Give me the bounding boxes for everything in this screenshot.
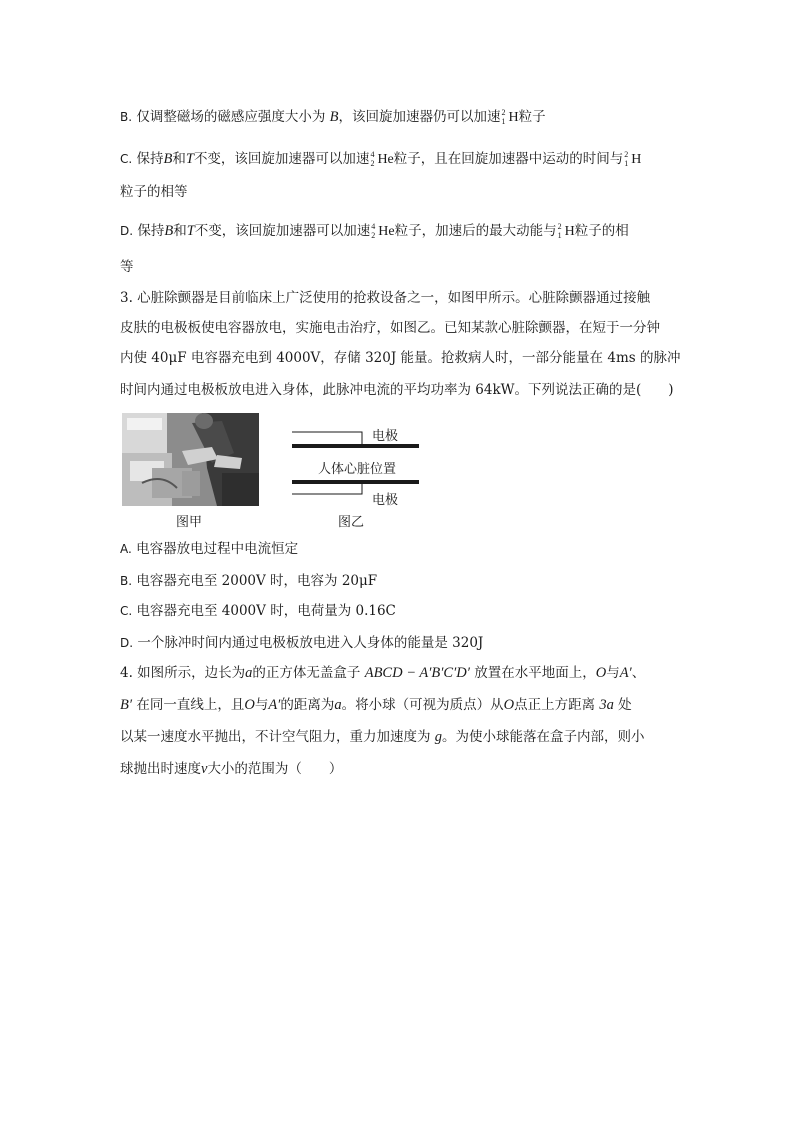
- q3-option-c: C. 电容器充电至 4000V 时，电荷量为 0.16C: [120, 603, 396, 619]
- option-text: 粒子，加速后的最大动能与: [394, 223, 557, 239]
- variable: O: [503, 697, 515, 713]
- option-d-continuation: 等: [120, 259, 134, 275]
- option-text: 保持: [137, 223, 165, 239]
- option-label: B.: [120, 110, 133, 124]
- option-c-continuation: 粒子的相等: [120, 184, 188, 200]
- option-text: 保持: [136, 151, 164, 167]
- q4-stem-line: B′ 在同一直线上，且O与A′的距离为a。将小球（可视为质点）从O点正上方距离 3a 处: [120, 697, 632, 713]
- q3-option-b: B. 电容器充电至 2000V 时，电容为 20μF: [120, 573, 378, 589]
- q4-stem-line: 4. 如图所示，边长为a的正方体无盖盒子 ABCD − A′B′C′D′ 放置在水平地面上，O与A′、: [120, 665, 646, 681]
- q4-stem-line: 以某一速度水平抛出，不计空气阻力，重力加速度为 g。为使小球能落在盒子内部，则小: [120, 729, 645, 745]
- variable: 3a: [599, 697, 614, 713]
- variable: T: [186, 223, 195, 239]
- option-label: D.: [120, 224, 134, 238]
- variable: T: [185, 151, 194, 167]
- q3-option-a: A. 电容器放电过程中电流恒定: [120, 541, 299, 557]
- option-b-line: [120, 107, 546, 128]
- figure-a-caption: 图甲: [176, 515, 203, 530]
- variable: v: [201, 761, 208, 777]
- q3-stem-line: 时间内通过电极板放电进入身体，此脉冲电流的平均功率为 64kW。下列说法正确的是( ): [120, 382, 674, 398]
- q4-stem-line: 球抛出时速度v大小的范围为（ ）: [120, 761, 343, 777]
- variable: B′: [120, 697, 133, 713]
- variable: B: [163, 151, 173, 167]
- nuclide-symbol: 4 2 He: [370, 150, 394, 168]
- nuclide-symbol: 2 1 H: [557, 222, 575, 240]
- variable: B: [164, 223, 174, 239]
- option-text: 仅调整磁场的磁感应强度大小为: [136, 109, 330, 125]
- variable: O: [595, 665, 607, 681]
- heart-position-label: 人体心脏位置: [318, 462, 397, 477]
- figure-b-caption: 图乙: [338, 515, 365, 530]
- option-d-line: [120, 221, 629, 242]
- option-text: ，该回旋加速器仍可以加速: [338, 109, 501, 125]
- q3-stem-line: 3. 心脏除颤器是目前临床上广泛使用的抢救设备之一，如图甲所示。心脏除颤器通过接触: [120, 290, 651, 306]
- q3-stem-line: 皮肤的电极板使电容器放电，实施电击治疗，如图乙。已知某款心脏除颤器，在短于一分钟: [120, 320, 660, 336]
- option-c-line: [120, 149, 641, 170]
- variable: ABCD − A′B′C′D′: [364, 665, 470, 681]
- electrode-bottom-label: 电极: [372, 493, 399, 508]
- option-label: C.: [120, 152, 133, 166]
- variable: a: [334, 697, 342, 713]
- electrode-top-label: 电极: [372, 429, 399, 444]
- option-text: 粒子，且在回旋加速器中运动的时间与: [393, 151, 624, 167]
- variable: g: [434, 729, 443, 745]
- option-text: 粒子的相: [574, 223, 629, 239]
- option-text: 不变，该回旋加速器可以加速: [193, 151, 370, 167]
- nuclide-symbol: 4 2 He: [371, 222, 395, 240]
- defibrillator-photo: [122, 413, 259, 506]
- option-text: 不变，该回旋加速器可以加速: [194, 223, 371, 239]
- option-text: 粒子: [518, 109, 546, 125]
- option-text: 和: [173, 223, 187, 239]
- nuclide-symbol: 2 1 H: [501, 108, 519, 126]
- variable: B: [329, 109, 339, 125]
- variable: a: [245, 665, 253, 681]
- variable: A′: [619, 665, 632, 681]
- nuclide-symbol: 2 1 H: [624, 150, 642, 168]
- q3-stem-line: 内使 40μF 电容器充电到 4000V，存储 320J 能量。抢救病人时，一部分能量在 4ms 的脉冲: [120, 350, 681, 366]
- option-text: 和: [172, 151, 186, 167]
- q3-option-d: D. 一个脉冲时间内通过电极板放电进入人身体的能量是 320J: [120, 635, 484, 651]
- variable: A′: [268, 697, 281, 713]
- variable: O: [244, 697, 255, 713]
